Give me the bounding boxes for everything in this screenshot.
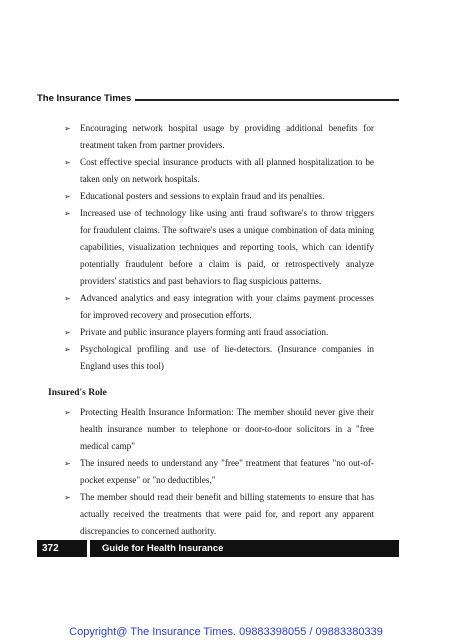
list-item: [64, 489, 374, 540]
list-item: [64, 455, 374, 489]
list-item: [64, 205, 374, 290]
list-item-text: The insured needs to understand any "free" treatment that features "no out-of-pocket expense" or "no deductibles,": [80, 458, 374, 485]
list-item: [64, 341, 374, 375]
running-header: [37, 93, 399, 104]
arrowhead-bullet-icon: ➢: [64, 459, 71, 468]
header-title: The Insurance Times: [37, 93, 132, 104]
list-item-text: Cost effective special insurance products with all planned hospitalization to be taken only on network hospitals.: [80, 157, 374, 184]
list-item: [64, 324, 374, 341]
arrowhead-bullet-icon: ➢: [64, 294, 71, 303]
bullet-list-insured-role: [64, 404, 374, 540]
list-item: [64, 188, 374, 205]
bullet-list-measures: [64, 120, 374, 375]
arrowhead-bullet-icon: ➢: [64, 328, 71, 337]
list-item: [64, 120, 374, 154]
list-item-text: Psychological profiling and use of lie-detectors. (Insurance companies in England uses this tool): [80, 344, 374, 371]
arrowhead-bullet-icon: ➢: [64, 158, 71, 167]
arrowhead-bullet-icon: ➢: [64, 345, 71, 354]
list-item: [64, 290, 374, 324]
footer-title: Guide for Health Insurance: [90, 540, 399, 557]
list-item-text: Encouraging network hospital usage by providing additional benefits for treatment taken from partner providers.: [80, 123, 374, 150]
list-item-text: The member should read their benefit and billing statements to ensure that has actually received the treatments that were paid for, and report any apparent discrepancies to concerned authority.: [80, 492, 374, 536]
section-heading: Insured's Role: [48, 388, 107, 398]
list-item: [64, 404, 374, 455]
page-footer-bar: [37, 540, 399, 557]
arrowhead-bullet-icon: ➢: [64, 493, 71, 502]
list-item-text: Protecting Health Insurance Information: The member should never give their health insurance number to telephone or door-to-door solicitors in a "free medical camp": [80, 407, 374, 451]
page-body: [48, 120, 374, 540]
copyright-notice: Copyright@ The Insurance Times. 09883398055 / 09883380339: [69, 626, 383, 638]
list-item: [64, 154, 374, 188]
header-rule: [135, 99, 399, 101]
list-item-text: Increased use of technology like using anti fraud software's to throw triggers for fraudulent claims. The software's uses a unique combination of data mining capabilities, visualization techniques and reporting tools, which can identify potentially fraudulent before a claim is paid, or retrospectively analyze providers' statistics and past behaviors to flag suspicious patterns.: [80, 208, 374, 286]
list-item-text: Advanced analytics and easy integration with your claims payment processes for improved recovery and prosecution efforts.: [80, 293, 374, 320]
arrowhead-bullet-icon: ➢: [64, 408, 71, 417]
list-item-text: Private and public insurance players forming anti fraud association.: [80, 327, 329, 337]
arrowhead-bullet-icon: ➢: [64, 192, 71, 201]
arrowhead-bullet-icon: ➢: [64, 209, 71, 218]
arrowhead-bullet-icon: ➢: [64, 124, 71, 133]
page-number: 372: [37, 540, 87, 557]
list-item-text: Educational posters and sessions to explain fraud and its penalties.: [80, 191, 325, 201]
